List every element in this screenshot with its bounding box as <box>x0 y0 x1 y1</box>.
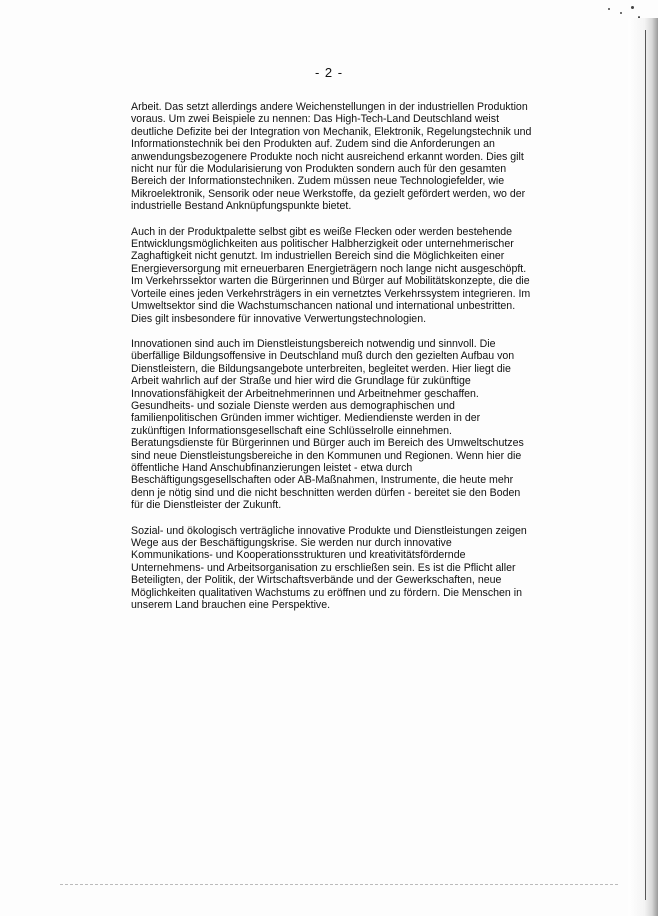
scan-bottom-line <box>60 884 618 885</box>
body-text <box>131 101 576 624</box>
scan-edge-shadow <box>628 18 658 916</box>
page-number: - 2 - <box>314 65 344 80</box>
scan-edge-line <box>645 30 646 900</box>
paragraph: Sozial- und ökologisch verträgliche innovative Produkte und Dienstleistungen zeigen Wege aus der Beschäftigungskrise. Sie werden nur durch innovative Kommunikations- und Kooperationsstrukturen und kreativitätsfördernde Unternehmens- und Arbeitsorganisation zu erschließen sein. Es ist die Pflicht aller Beteiligten, der Politik, der Wirtschaftsverbände und der Gewerkschaften, neue Möglichkeiten qualitativen Wachstums zu eröffnen und zu fördern. Die Menschen in unserem Land brauchen eine Perspektive. <box>131 524 527 612</box>
paragraph: Innovationen sind auch im Dienstleistungsbereich notwendig und sinnvoll. Die überfällige Bildungsoffensive in Deutschland muß durch den gezielten Aufbau von Dienstleistern, die Bildungsangebote unterbreiten, begleitet werden. Hier liegt die Arbeit wahrlich auf der Straße und hier wird die Grundlage für zukünftige Innovationsfähigkeit der Arbeitnehmerinnen und Arbeitnehmer geschaffen. Gesundheits- und soziale Dienste werden aus demographischen und familienpolitischen Gründen immer wichtiger. Mediendienste werden in der zukünftigen Informationsgesellschaft eine Schlüsselrolle einnehmen. Beratungsdienste für Bürgerinnen und Bürger auch im Bereich des Umweltschutzes sind neue Dienstleistungsbereiche in den Kommunen und Regionen. Wenn hier die öffentliche Hand Anschubfinanzierungen leistet - etwa durch Beschäftigungsgesellschaften oder AB-Maßnahmen, Instrumente, die heute mehr denn je nötig sind und die nicht beschnitten werden dürfen - bereitet sie den Boden für die Dienstleister der Zukunft. <box>131 337 524 512</box>
paragraph: Arbeit. Das setzt allerdings andere Weichenstellungen in der industriellen Produktion voraus. Um zwei Beispiele zu nennen: Das High-Tech-Land Deutschland weist deutliche Defizite bei der Integration von Mechanik, Elektronik, Regelungstechnik und Informationstechnik bei den Produkten auf. Zudem sind die Anforderungen an anwendungsbezogenere Produkte noch nicht ausreichend erkannt worden. Dies gilt nicht nur für die Modularisierung von Produkten sondern auch für den gesamten Bereich der Informationstechniken. Zudem müssen neue Technologiefelder, wie Mikroelektronik, Sensorik oder neue Werkstoffe, da gezielt gefördert werden, wo der industrielle Bestand Anknüpfungspunkte bietet. <box>131 101 532 213</box>
paragraph: Auch in der Produktpalette selbst gibt es weiße Flecken oder werden bestehende Entwicklungsmöglichkeiten aus politischer Halbherzigkeit oder unternehmerischer Zaghaftigkeit nicht genutzt. Im industriellen Bereich sind die Möglichkeiten einer Energieversorgung mit erneuerbaren Energieträgern noch lange nicht ausgeschöpft. Im Verkehrssektor warten die Bürgerinnen und Bürger auf Mobilitätskonzepte, die die Vorteile eines jeden Verkehrsträgers in ein vernetztes Verkehrssystem integrieren. Im Umweltsektor sind die Wachstumschancen national und international unbestritten. Dies gilt insbesondere für innovative Verwertungstechnologien. <box>131 225 531 325</box>
